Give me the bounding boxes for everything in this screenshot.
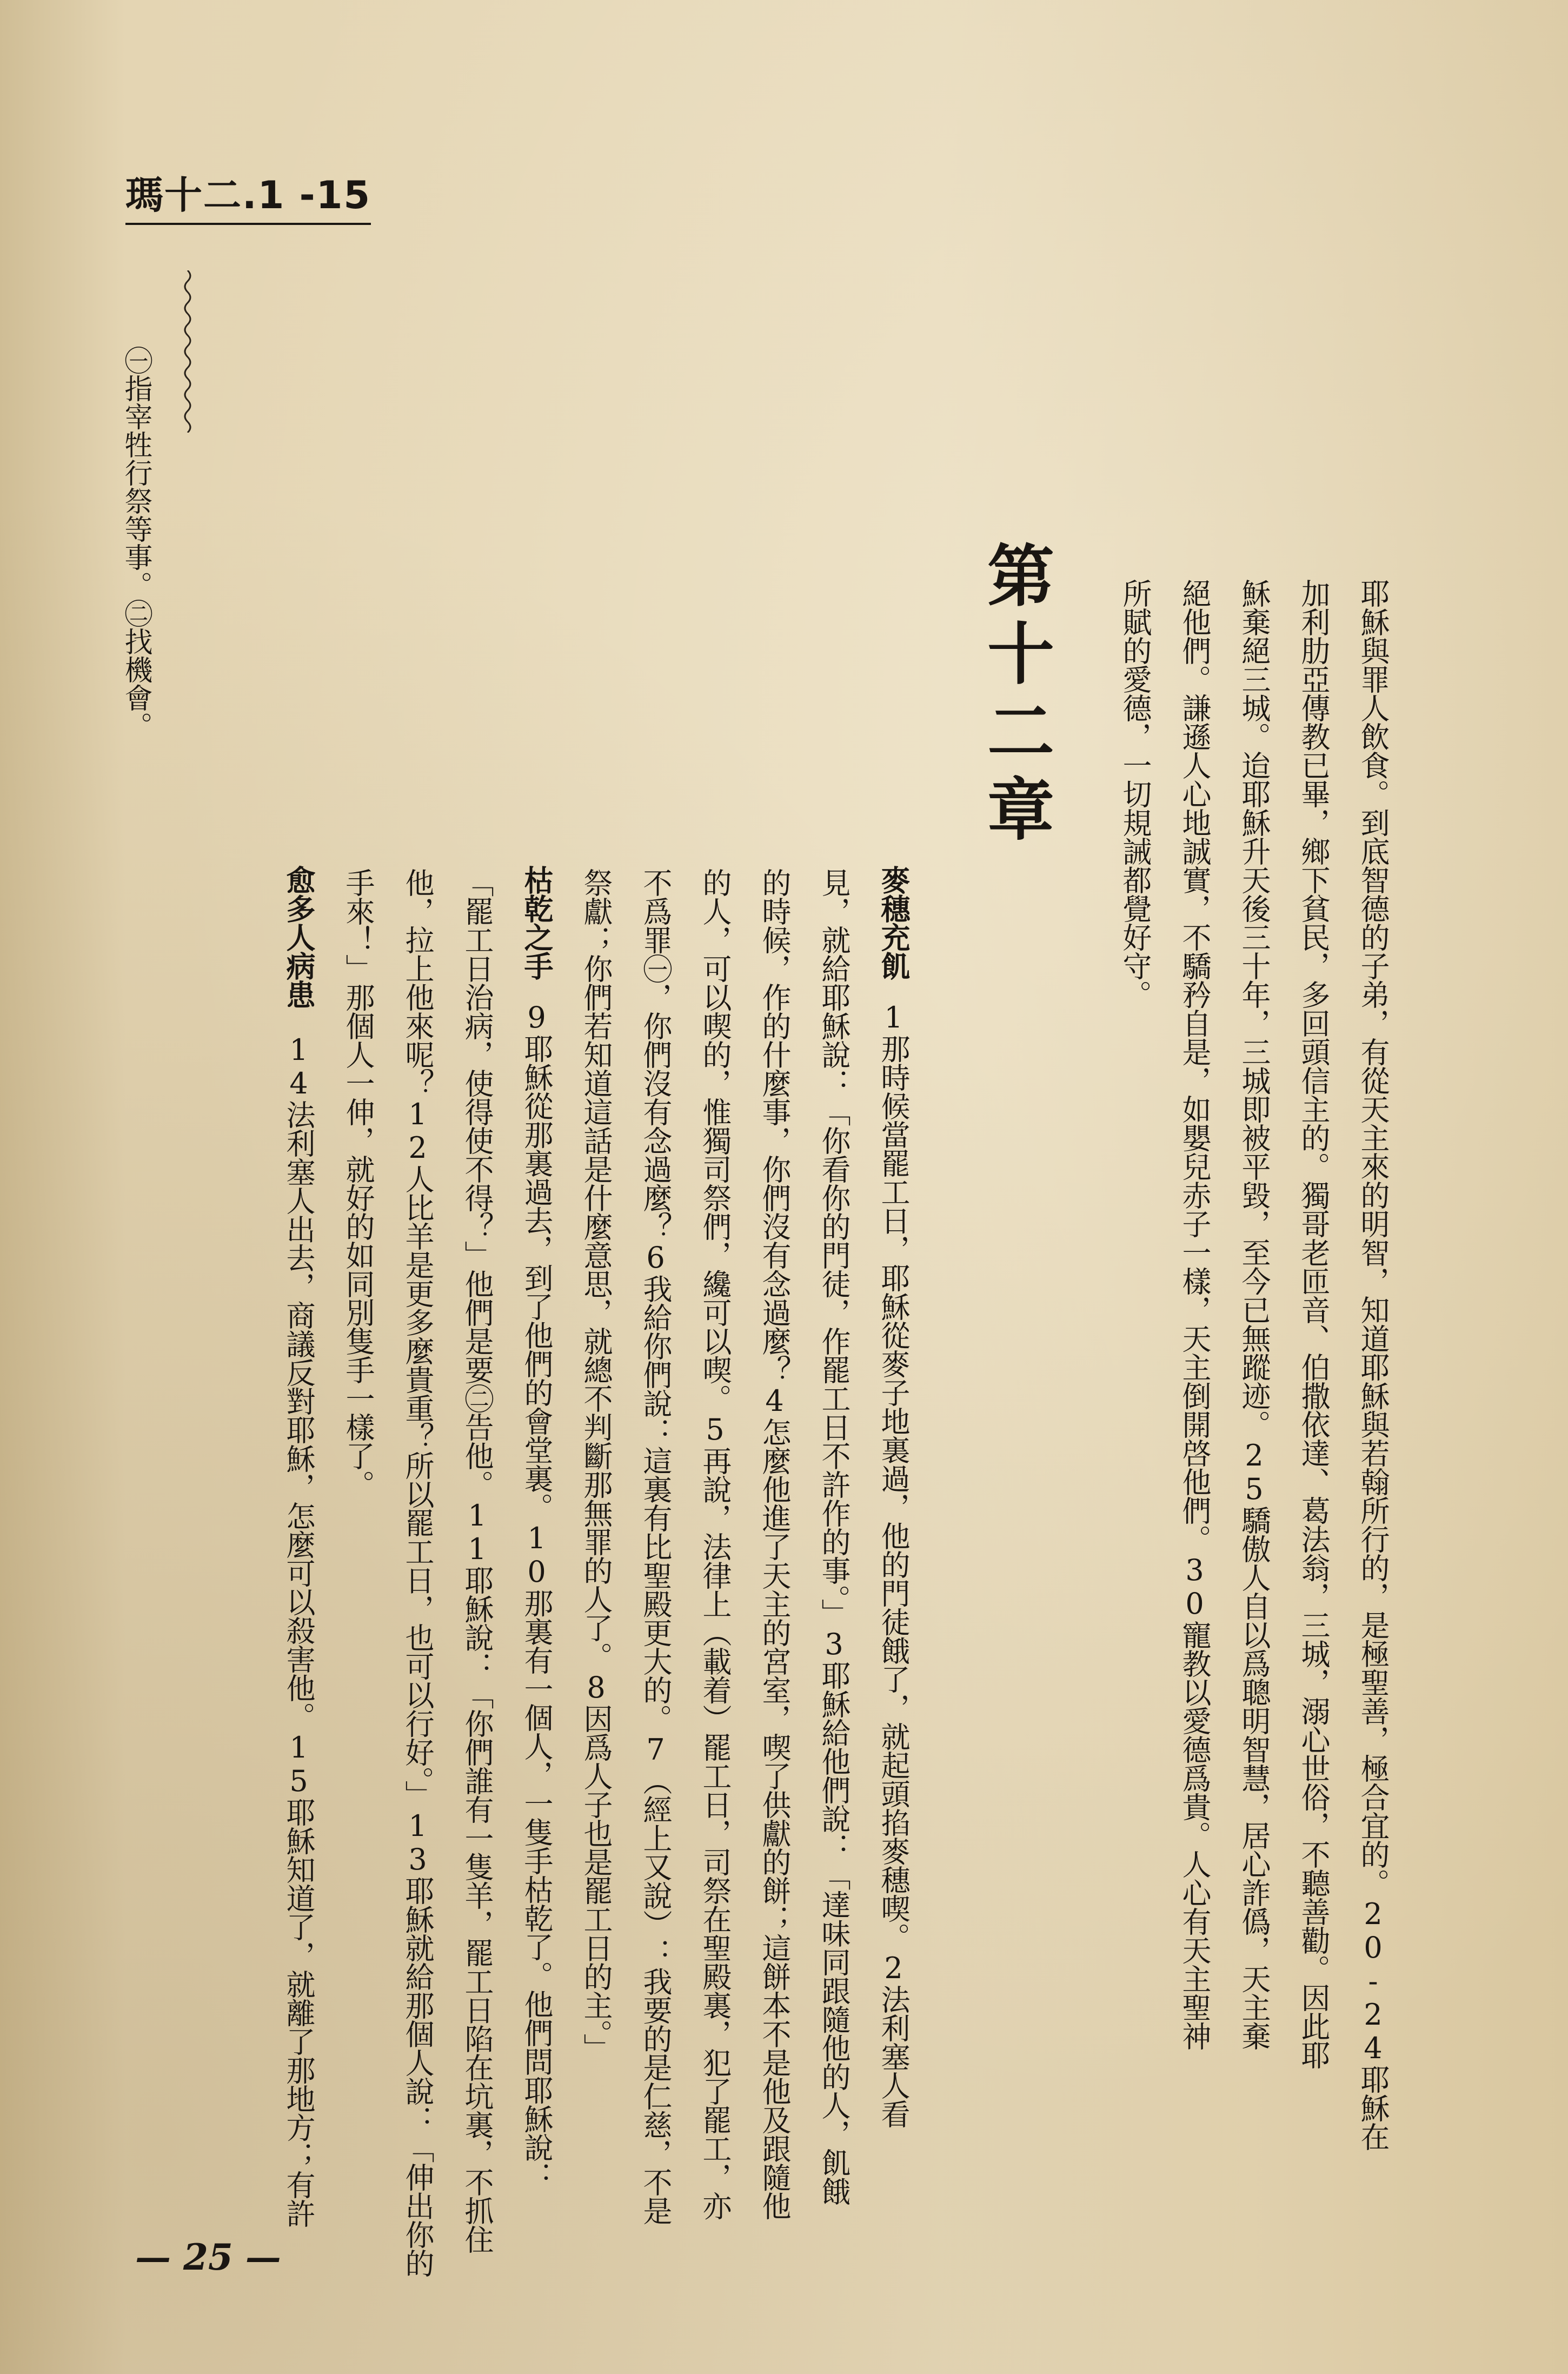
verse-line-10: 手來！」那個人一伸，就好的如同別隻手一樣了。 xyxy=(341,868,375,1498)
section-heading-2: 枯乾之手 xyxy=(520,865,554,980)
commentary-line-3: 穌棄絕三城。迨耶穌升天後三十年，三城即被平毀，至今已無蹤迹。25驕傲人自以爲聰明智慧，居心詐僞，天主棄 xyxy=(1237,579,1271,2050)
running-head: 瑪十二.1 -15 xyxy=(125,165,371,225)
section-heading-1: 麥穗充飢 xyxy=(876,865,911,980)
verse-line-2: 見，就給耶穌說：「你看你的門徒，作罷工日不許作的事。」3耶穌給他們說：「達味同跟隨他的人，飢餓 xyxy=(817,868,851,2205)
verse-line-7: 9耶穌從那裏過去，到了他們的會堂裏。10那裏有一個人，一隻手枯乾了。他們問耶穌說： xyxy=(520,1000,554,2190)
verse-line-4: 的人，可以喫的，惟獨司祭們，纔可以喫。5再說，法律上（載着）罷工日，司祭在聖殿裏，犯了罷工，亦 xyxy=(698,868,732,2220)
footnotes: ㊀指宰牲行祭等事。㊁找機會。 xyxy=(119,346,152,740)
verse-line-9: 他，拉上他來呢？12人比羊是更多麼貴重？所以罷工日，也可以行好。」13耶穌就給那個人說：「伸出你的 xyxy=(401,868,435,2277)
commentary-line-1: 耶穌與罪人飲食。到底智德的子弟，有從天主來的明智，知道耶穌與若翰所行的，是極聖善，極合宜的。20-24耶穌在 xyxy=(1356,579,1390,2151)
verse-line-5: 不爲罪㊀，你們沒有念過麼？6我給你們說：這裏有比聖殿更大的。7（經上又說）：我要的是仁慈，不是 xyxy=(639,868,673,2225)
section-heading-3: 愈多人病患 xyxy=(282,865,316,1009)
verse-line-11: 14法利塞人出去，商議反對耶穌，怎麼可以殺害他。15耶穌知道了，就離了那地方；有許 xyxy=(282,1033,316,2227)
verse-line-3: 的時候，作的什麼事，你們沒有念過麼？4怎麼他進了天主的宮室，喫了供獻的餅；這餅本不是他及跟隨他 xyxy=(758,868,792,2220)
verse-line-8: 「罷工日治病，使得使不得？」他們是要㊁告他。11耶穌說：「你們誰有一隻羊，罷工日陷在坑裏，不抓住 xyxy=(460,868,494,2253)
commentary-line-5: 所賦的愛德，一切規誡都覺好守。 xyxy=(1118,579,1152,1009)
footnote-wavy-separator xyxy=(180,270,195,433)
page-number: — 25 — xyxy=(135,2236,281,2278)
commentary-line-4: 絕他們。謙遜人心地誠實，不驕矜自是，如嬰兒赤子一樣，天主倒開啓他們。30寵教以愛德爲貴。人心有天主聖神 xyxy=(1178,579,1212,2050)
verse-line-6: 祭獻；你們若知道這話是什麼意思，就總不判斷那無罪的人了。8因爲人子也是罷工日的主。」 xyxy=(579,868,613,2062)
verse-line-1: 1那時候當罷工日，耶穌從麥子地裏過，他的門徒餓了，就起頭掐麥穗喫。2法利塞人看 xyxy=(876,1000,911,2128)
commentary-line-2: 加利肋亞傳教已畢，鄉下貧民，多回頭信主的。獨哥老匝音、伯撒依達、葛法翁，三城，溺心世俗，不聽善勸。因此耶 xyxy=(1297,579,1331,2069)
chapter-title: 第十二章 xyxy=(976,541,1054,852)
